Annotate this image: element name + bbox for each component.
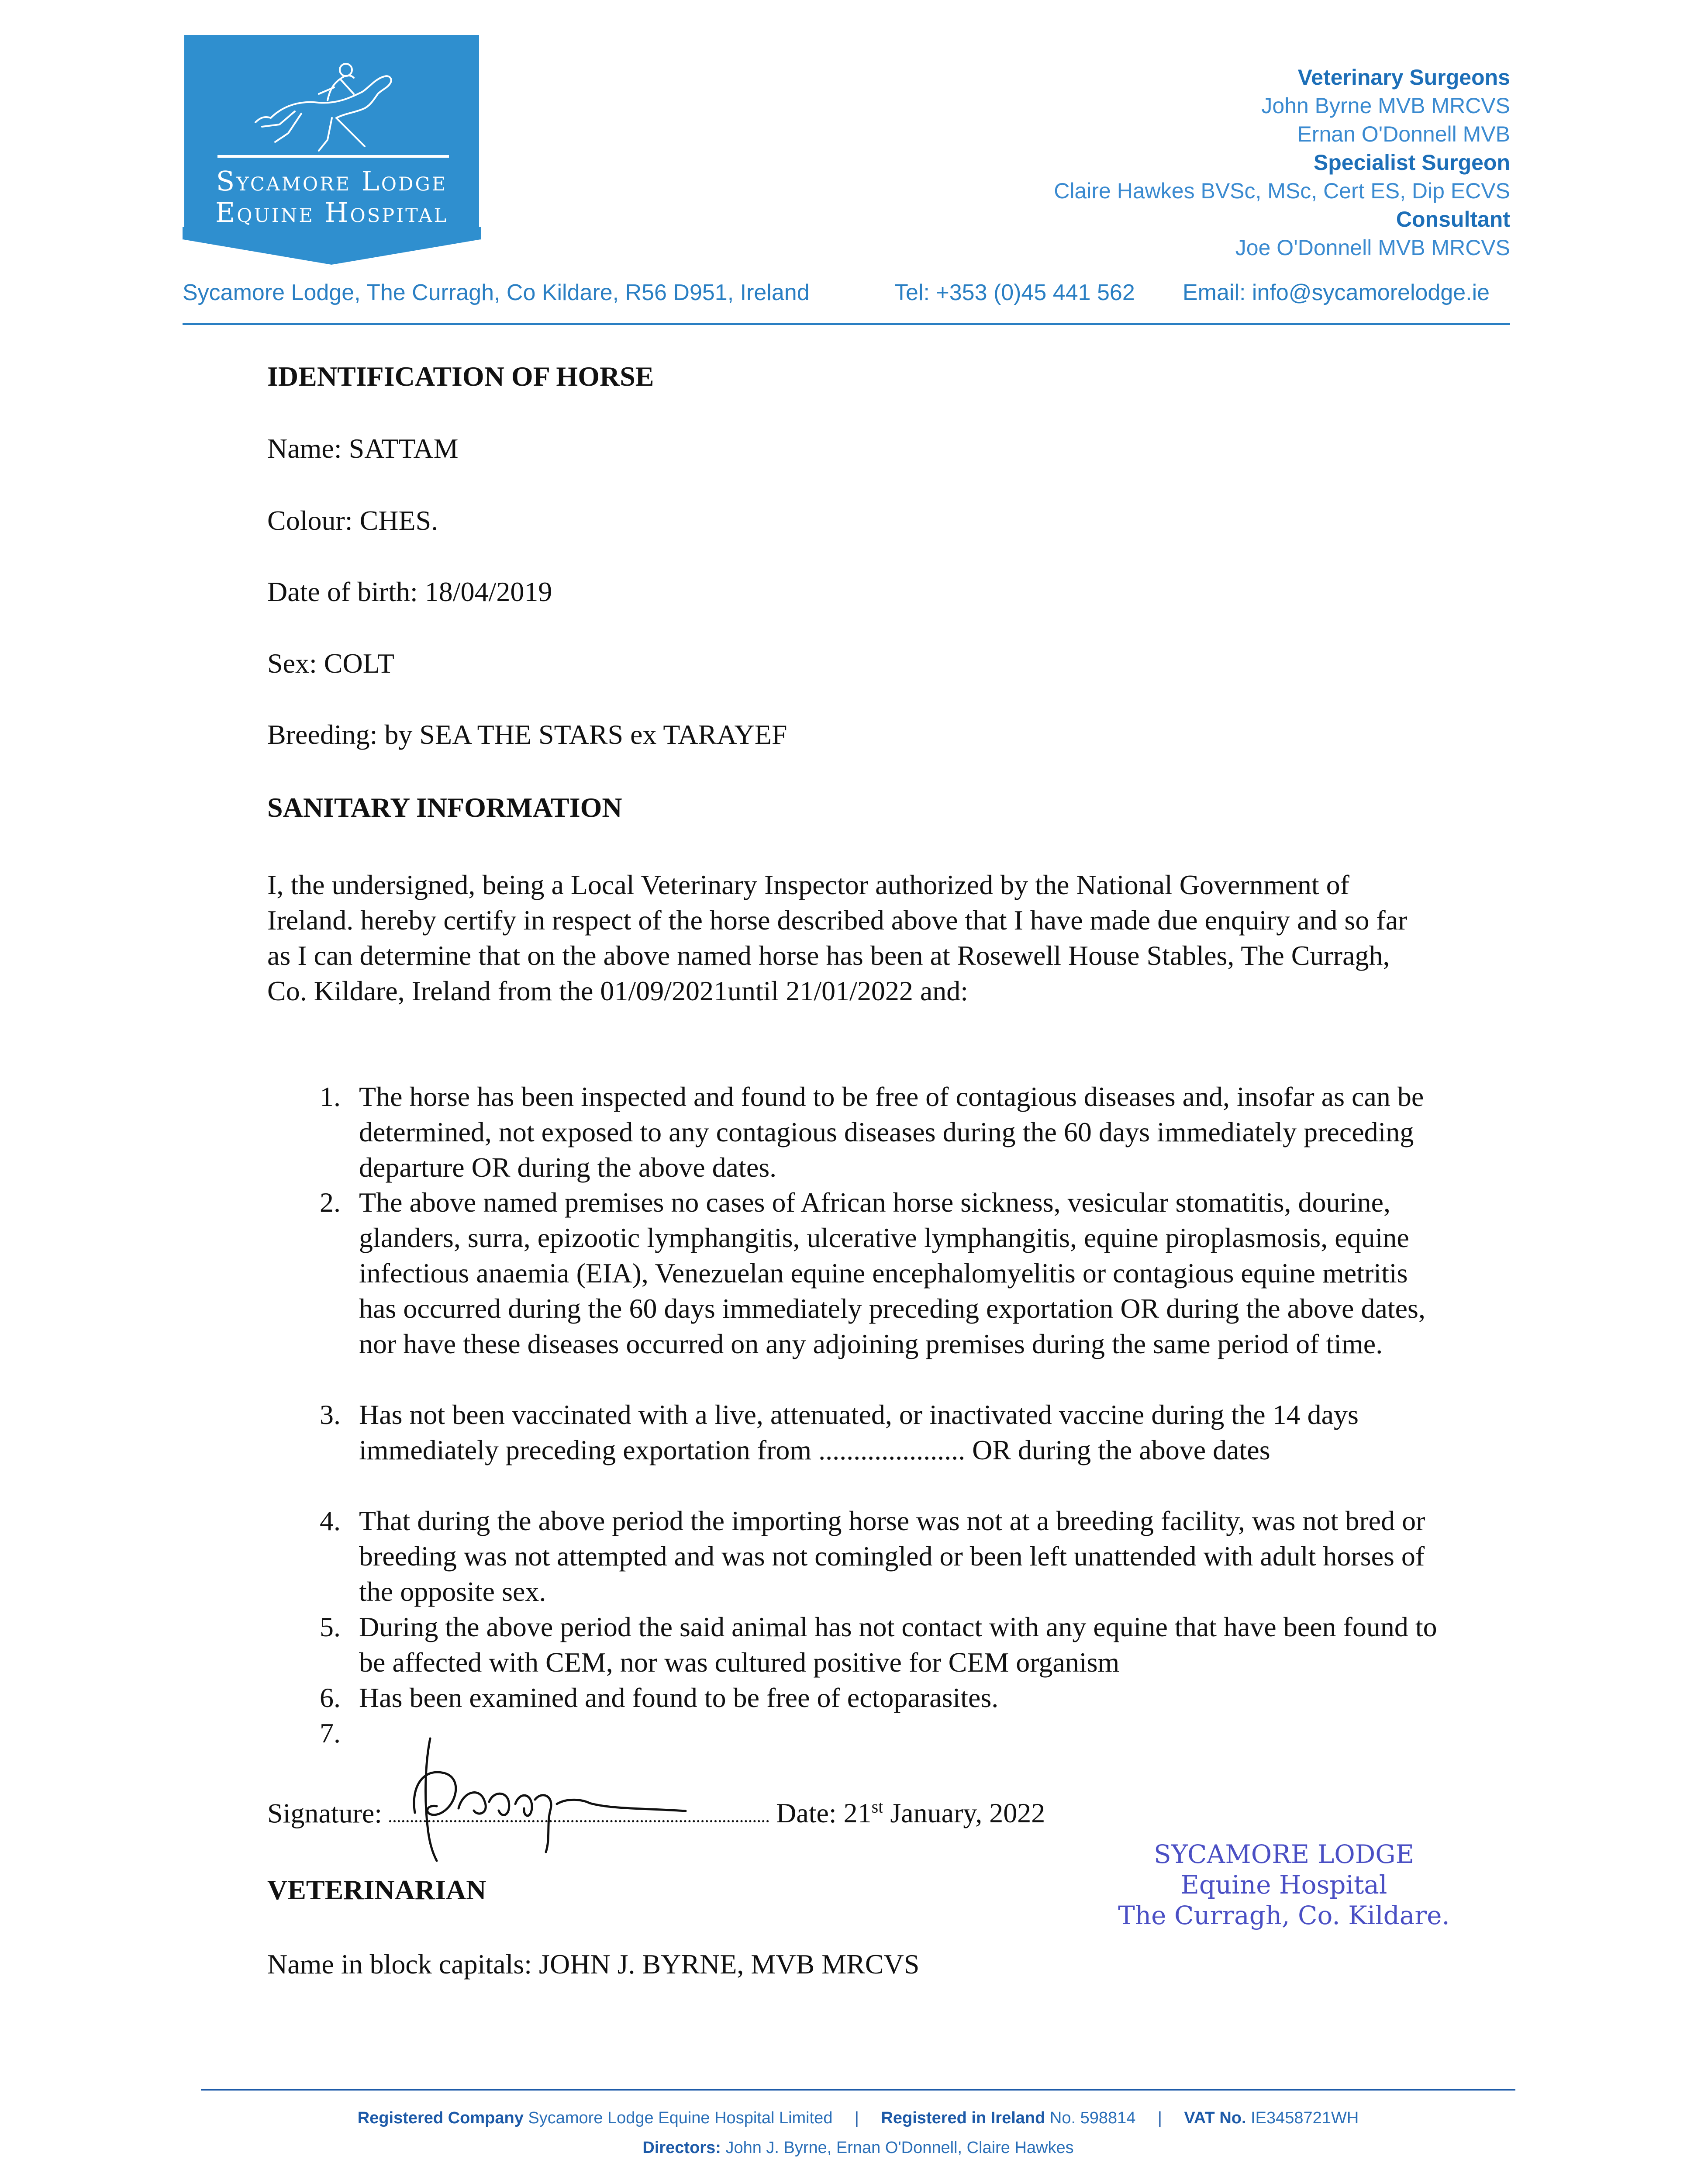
logo-name-line1: Sycamore Lodge: [216, 165, 448, 197]
sanitary-heading: SANITARY INFORMATION: [267, 792, 622, 823]
horse-sex: Sex: COLT: [267, 648, 394, 679]
horse-name: Name: SATTAM: [267, 433, 459, 464]
identification-heading: IDENTIFICATION OF HORSE: [267, 361, 654, 392]
sanitary-intro: I, the undersigned, being a Local Veterinary Inspector authorized by the National Government of Ireland. hereby certify in respect of the horse described above that I have made due enquiry and so far as I can determine that on the above named horse has been at Rosewell House Stables, The Curragh, Co. Kildare, Ireland from the 01/09/2021until 21/01/2022 and:: [267, 869, 1408, 1006]
logo-name-line2: Equine Hospital: [215, 197, 448, 228]
role-title: Consultant: [1396, 207, 1510, 232]
racehorse-jockey-icon: [253, 52, 402, 153]
postal-address: Sycamore Lodge, The Curragh, Co Kildare, R56 D951, Ireland: [183, 280, 810, 305]
footer-rule: [201, 2089, 1515, 2091]
horse-dob: Date of birth: 18/04/2019: [267, 576, 552, 607]
signature-date: Date: 21st January, 2022: [776, 1797, 1045, 1829]
footer-directors: Directors: John J. Byrne, Ernan O'Donnell, Claire Hawkes: [642, 2139, 1074, 2157]
logo-banner-ribbon: [183, 227, 481, 266]
role-title: Veterinary Surgeons: [1297, 65, 1510, 90]
email-address: Email: info@sycamorelodge.ie: [1183, 280, 1490, 305]
signature-label: Signature:: [267, 1797, 383, 1829]
logo-divider: [217, 155, 449, 158]
staff-list: [855, 63, 1510, 262]
hospital-stamp: [1109, 1839, 1459, 1931]
contact-bar: [183, 280, 1510, 310]
horse-colour: Colour: CHES.: [267, 505, 438, 536]
role-title: Specialist Surgeon: [1313, 150, 1510, 175]
stamp-line3: The Curragh, Co. Kildare.: [1118, 1901, 1450, 1930]
horse-breeding: Breeding: by SEA THE STARS ex TARAYEF: [267, 719, 787, 750]
staff-name: John Byrne MVB MRCVS: [1261, 93, 1510, 118]
stamp-line1: SYCAMORE LODGE: [1154, 1839, 1414, 1869]
telephone: Tel: +353 (0)45 441 562: [894, 280, 1135, 305]
role-veterinarian: VETERINARIAN: [267, 1874, 486, 1905]
header-rule: [183, 323, 1510, 325]
staff-name: Ernan O'Donnell MVB: [1297, 122, 1510, 146]
name-block-capitals: Name in block capitals: JOHN J. BYRNE, MVB MRCVS: [267, 1949, 920, 1980]
staff-name: Claire Hawkes BVSc, MSc, Cert ES, Dip ECVS: [1054, 179, 1510, 203]
handwritten-signature: [384, 1725, 690, 1865]
staff-name: Joe O'Donnell MVB MRCVS: [1235, 235, 1510, 260]
stamp-line2: Equine Hospital: [1180, 1870, 1387, 1900]
footer-registration: Registered Company Sycamore Lodge Equine Hospital Limited | Registered in Ireland No. 598814 | VAT No. IE3458721WH: [357, 2109, 1359, 2127]
